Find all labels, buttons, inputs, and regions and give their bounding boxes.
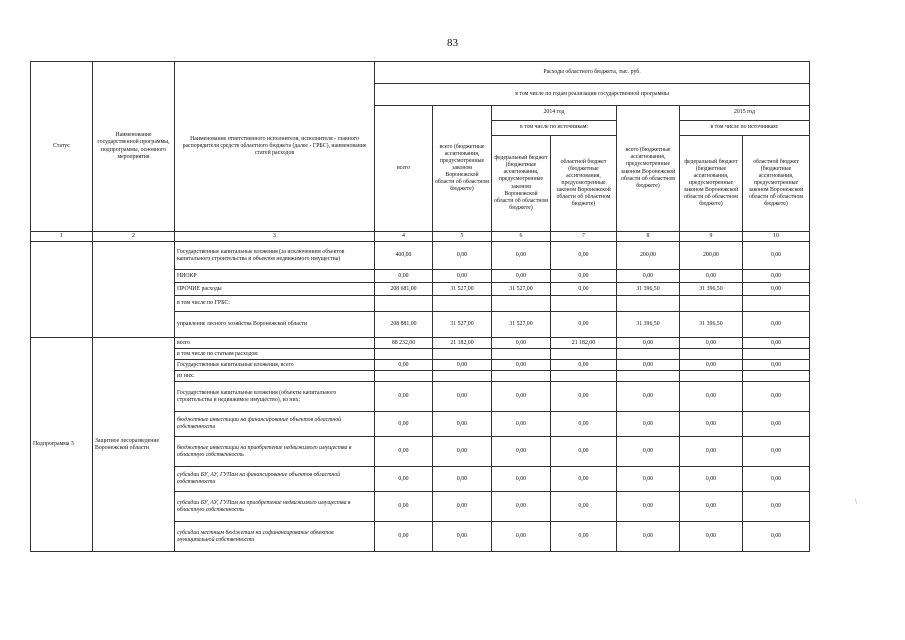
value-cell: 0,00 xyxy=(551,312,617,338)
value-cell: 0,00 xyxy=(743,412,810,437)
header-sources-2015: в том числе по источникам: xyxy=(680,121,810,136)
value-cell: 0,00 xyxy=(680,360,743,371)
value-cell: 0,00 xyxy=(433,412,492,437)
column-number: 7 xyxy=(551,232,617,242)
value-cell xyxy=(743,296,810,312)
value-cell xyxy=(492,349,551,360)
value-cell: 0,00 xyxy=(492,492,551,522)
column-number: 10 xyxy=(743,232,810,242)
row-name: из них: xyxy=(175,371,375,382)
column-number: 9 xyxy=(680,232,743,242)
row-name: Государственные капитальные вложения, всего xyxy=(175,360,375,371)
value-cell: 0,00 xyxy=(551,412,617,437)
value-cell: 0,00 xyxy=(433,522,492,552)
value-cell: 0,00 xyxy=(617,270,680,283)
value-cell: 0,00 xyxy=(492,522,551,552)
value-cell: 0,00 xyxy=(617,382,680,412)
value-cell: 0,00 xyxy=(375,492,433,522)
row-name: НИОКР xyxy=(175,270,375,283)
header-regional-2014: областной бюджет (бюджетные ассигнования, предусмотренные законом Воронежской области об областном бюджете) xyxy=(551,136,617,232)
value-cell: 0,00 xyxy=(743,312,810,338)
row-name: субсидии БУ, АУ, ГУПам на финансирование объектов областной собственности xyxy=(175,467,375,492)
value-cell: 0,00 xyxy=(743,492,810,522)
subprogram-name: Защитное лесоразведение Воронежской области xyxy=(93,338,175,552)
value-cell: 0,00 xyxy=(551,492,617,522)
header-regional-2015: областной бюджет (бюджетные ассигнования, предусмотренные законом Воронежской области об областном бюджете) xyxy=(743,136,810,232)
column-number: 2 xyxy=(93,232,175,242)
value-cell: 0,00 xyxy=(617,492,680,522)
value-cell: 0,00 xyxy=(433,382,492,412)
column-number: 4 xyxy=(375,232,433,242)
row-name: в том числе по статьям расходов: xyxy=(175,349,375,360)
row-name: Государственные капитальные вложения (объекты капитального строительства и недвижимое имущество), из них: xyxy=(175,382,375,412)
value-cell: 0,00 xyxy=(492,467,551,492)
header-sources-2014: в том числе по источникам: xyxy=(492,121,617,136)
header-executor: Наименование ответственного исполнителя, исполнителя - главного распорядителя средств областного бюджета (далее - ГРБС), наименование статей расходов xyxy=(175,62,375,232)
value-cell: 0,00 xyxy=(433,437,492,467)
value-cell: 200,00 xyxy=(680,242,743,270)
value-cell: 0,00 xyxy=(492,242,551,270)
row-name: Государственные капитальные вложения (за исключением объектов капитального строительства и объектов недвижимого имущества) xyxy=(175,242,375,270)
value-cell: 0,00 xyxy=(433,492,492,522)
value-cell: 0,00 xyxy=(743,242,810,270)
value-cell: 0,00 xyxy=(743,382,810,412)
value-cell xyxy=(492,296,551,312)
value-cell: 0,00 xyxy=(617,360,680,371)
value-cell: 31 396,50 xyxy=(617,312,680,338)
value-cell: 0,00 xyxy=(743,467,810,492)
value-cell: 0,00 xyxy=(375,360,433,371)
value-cell xyxy=(551,371,617,382)
header-total-federal: всего (бюджетные ассигнования, предусмотренные законом Воронежской области об областном бюджете) xyxy=(433,106,492,232)
header-total-2014: всего (бюджетные ассигнования, предусмотренные законом Воронежской области об областном бюджете) xyxy=(617,106,680,232)
value-cell: 0,00 xyxy=(433,360,492,371)
value-cell xyxy=(743,349,810,360)
header-federal-2014: федеральный бюджет (бюджетные ассигнования, предусмотренные законом Воронежской области об областном бюджете) xyxy=(492,136,551,232)
value-cell: 0,00 xyxy=(492,360,551,371)
value-cell: 31 527,00 xyxy=(492,283,551,296)
value-cell: 200,00 xyxy=(617,242,680,270)
header-federal-2015: федеральный бюджет (бюджетные ассигнования, предусмотренные законом Воронежской области об областном бюджете) xyxy=(680,136,743,232)
header-year-2015: 2015 год xyxy=(680,106,810,121)
value-cell xyxy=(375,349,433,360)
column-number: 1 xyxy=(31,232,93,242)
value-cell xyxy=(375,296,433,312)
table-body xyxy=(31,242,810,552)
value-cell xyxy=(680,296,743,312)
value-cell: 31 396,50 xyxy=(617,283,680,296)
value-cell: 0,00 xyxy=(433,242,492,270)
value-cell: 0,00 xyxy=(743,437,810,467)
value-cell: 0,00 xyxy=(551,242,617,270)
page-number: 83 xyxy=(447,37,458,49)
value-cell: 0,00 xyxy=(375,270,433,283)
row-name: ПРОЧИЕ расходы xyxy=(175,283,375,296)
value-cell: 0,00 xyxy=(375,382,433,412)
value-cell: 0,00 xyxy=(492,437,551,467)
program-cell-empty xyxy=(93,242,175,338)
value-cell: 0,00 xyxy=(743,338,810,349)
value-cell: 0,00 xyxy=(680,522,743,552)
value-cell xyxy=(433,296,492,312)
value-cell: 0,00 xyxy=(551,270,617,283)
value-cell: 0,00 xyxy=(617,522,680,552)
value-cell: 0,00 xyxy=(492,338,551,349)
value-cell: 0,00 xyxy=(551,522,617,552)
row-name: бюджетные инвестиции на финансирование объектов областной собственности xyxy=(175,412,375,437)
value-cell: 0,00 xyxy=(551,382,617,412)
column-number: 6 xyxy=(492,232,551,242)
value-cell: 0,00 xyxy=(617,338,680,349)
value-cell: 31 527,00 xyxy=(492,312,551,338)
scan-mark: \ xyxy=(855,498,857,506)
value-cell: 88 232,00 xyxy=(375,338,433,349)
value-cell: 0,00 xyxy=(551,360,617,371)
header-expenses: Расходы областного бюджета, тыс. руб. xyxy=(375,62,810,84)
value-cell: 208 881,00 xyxy=(375,312,433,338)
value-cell: 21 182,00 xyxy=(551,338,617,349)
row-name: бюджетные инвестиции на приобретение недвижимого имущества в областную собственность xyxy=(175,437,375,467)
budget-table xyxy=(30,61,810,552)
header-by-years: в том числе по годам реализации государственной программы xyxy=(375,84,810,106)
value-cell xyxy=(617,349,680,360)
column-number: 5 xyxy=(433,232,492,242)
value-cell: 0,00 xyxy=(375,437,433,467)
value-cell: 0,00 xyxy=(617,412,680,437)
value-cell xyxy=(743,371,810,382)
value-cell xyxy=(680,349,743,360)
value-cell: 0,00 xyxy=(375,522,433,552)
value-cell: 0,00 xyxy=(492,412,551,437)
value-cell: 0,00 xyxy=(680,270,743,283)
value-cell: 0,00 xyxy=(551,283,617,296)
header-total: всего xyxy=(375,106,433,232)
value-cell xyxy=(680,371,743,382)
value-cell: 0,00 xyxy=(551,467,617,492)
value-cell: 31 396,50 xyxy=(680,312,743,338)
header-program: Наименование государственной программы, подпрограммы, основного мероприятия xyxy=(93,62,175,232)
value-cell: 0,00 xyxy=(492,270,551,283)
value-cell: 0,00 xyxy=(680,382,743,412)
row-name: субсидии БУ, АУ, ГУПам на приобретение недвижимого имущества в областную собственность xyxy=(175,492,375,522)
value-cell xyxy=(551,349,617,360)
row-name: субсидии местным бюджетам на софинансирование объектов муниципальной собственности xyxy=(175,522,375,552)
row-name: управление лесного хозяйства Воронежской области xyxy=(175,312,375,338)
value-cell xyxy=(492,371,551,382)
row-name: всего xyxy=(175,338,375,349)
value-cell: 0,00 xyxy=(375,467,433,492)
value-cell: 0,00 xyxy=(617,467,680,492)
value-cell: 0,00 xyxy=(680,412,743,437)
value-cell: 0,00 xyxy=(617,437,680,467)
value-cell: 0,00 xyxy=(375,412,433,437)
value-cell: 0,00 xyxy=(433,467,492,492)
table-row xyxy=(31,338,810,349)
value-cell xyxy=(551,296,617,312)
value-cell: 0,00 xyxy=(680,437,743,467)
column-number: 3 xyxy=(175,232,375,242)
value-cell xyxy=(617,296,680,312)
column-numbers-row xyxy=(31,232,810,242)
value-cell xyxy=(375,371,433,382)
header-status: Статус xyxy=(31,62,93,232)
value-cell xyxy=(617,371,680,382)
value-cell: 0,00 xyxy=(551,437,617,467)
value-cell: 0,00 xyxy=(743,283,810,296)
value-cell: 0,00 xyxy=(492,382,551,412)
row-name: в том числе по ГРБС: xyxy=(175,296,375,312)
status-cell-empty xyxy=(31,242,93,338)
value-cell: 0,00 xyxy=(680,492,743,522)
value-cell: 0,00 xyxy=(680,467,743,492)
value-cell: 208 681,00 xyxy=(375,283,433,296)
header-year-2014: 2014 год xyxy=(492,106,617,121)
value-cell: 0,00 xyxy=(743,522,810,552)
value-cell: 31 396,50 xyxy=(680,283,743,296)
value-cell xyxy=(433,349,492,360)
column-number: 8 xyxy=(617,232,680,242)
value-cell: 0,00 xyxy=(680,338,743,349)
value-cell: 0,00 xyxy=(433,270,492,283)
value-cell: 0,00 xyxy=(743,270,810,283)
value-cell: 31 527,00 xyxy=(433,312,492,338)
value-cell xyxy=(433,371,492,382)
value-cell: 21 182,00 xyxy=(433,338,492,349)
value-cell: 31 527,00 xyxy=(433,283,492,296)
value-cell: 0,00 xyxy=(743,360,810,371)
table-row xyxy=(31,242,810,270)
value-cell: 400,00 xyxy=(375,242,433,270)
subprogram-status: Подпрограмма 3 xyxy=(31,338,93,552)
